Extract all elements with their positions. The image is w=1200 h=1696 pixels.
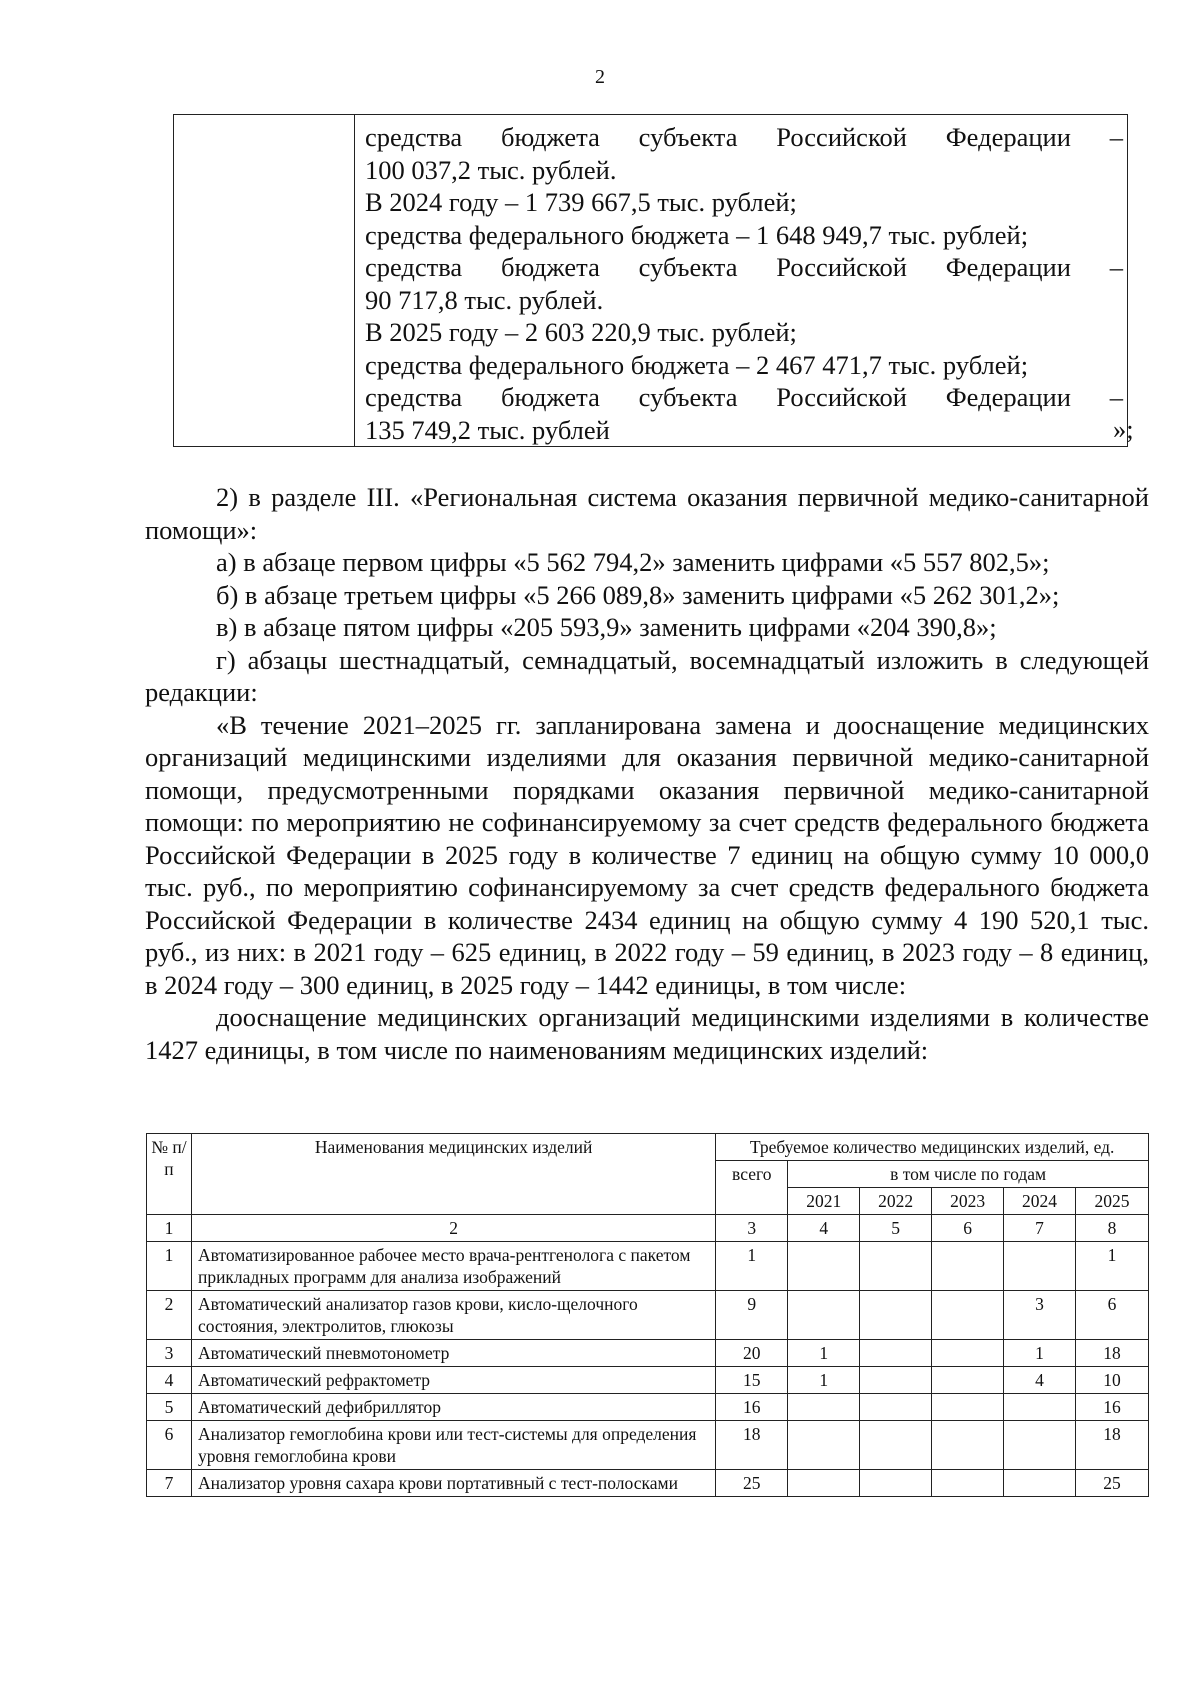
header-required: Требуемое количество медицинских изделий, ед. <box>716 1134 1149 1161</box>
year-2023-cell <box>932 1340 1004 1367</box>
year-2021-cell: 1 <box>788 1340 860 1367</box>
paragraph: «В течение 2021–2025 гг. запланирована замена и дооснащение медицинских организаций медицинскими изделиями для оказания первичной медико-санитарной помощи, предусмотренными порядками оказания первичной медико-санитарной помощи: по мероприятию не софинансируемому за счет средств федерального бюджета Российской Федерации в 2025 году в количестве 7 единиц на общую сумму 10 000,0 тыс. руб., по мероприятию софинансируемому за счет средств федерального бюджета Российской Федерации в количестве 2434 единиц на общую сумму 4 190 520,1 тыс. руб., из них: в 2021 году – 625 единиц, в 2022 году – 59 единиц, в 2023 году – 8 единиц, в 2024 году – 300 единиц, в 2025 году – 1442 единицы, в том числе: <box>145 709 1149 1000</box>
year-2022-cell <box>860 1291 932 1340</box>
total-cell: 9 <box>716 1291 788 1340</box>
header-year: 2024 <box>1004 1188 1076 1215</box>
header-name: Наименования медицинских изделий <box>191 1134 715 1215</box>
budget-line: В 2025 году – 2 603 220,9 тыс. рублей; <box>365 317 797 347</box>
year-2022-cell <box>860 1421 932 1470</box>
budget-table-empty-cell <box>174 115 355 447</box>
closing-quote: »; <box>1113 414 1134 444</box>
year-2023-cell <box>932 1394 1004 1421</box>
paragraph: в) в абзаце пятом цифры «205 593,9» заменить цифрами «204 390,8»; <box>216 612 997 642</box>
year-2024-cell: 3 <box>1004 1291 1076 1340</box>
budget-line: средства бюджета субъекта Российской Федерации – <box>365 122 1123 152</box>
row-number: 4 <box>147 1367 192 1394</box>
table-row <box>147 1421 1149 1470</box>
year-2023-cell <box>932 1242 1004 1291</box>
year-2024-cell <box>1004 1421 1076 1470</box>
device-name: Анализатор уровня сахара крови портативный с тест-полосками <box>191 1470 715 1497</box>
column-number: 8 <box>1075 1215 1148 1242</box>
year-2021-cell <box>788 1291 860 1340</box>
row-number: 5 <box>147 1394 192 1421</box>
header-by-years: в том числе по годам <box>788 1161 1149 1188</box>
total-cell: 16 <box>716 1394 788 1421</box>
year-2024-cell <box>1004 1394 1076 1421</box>
header-year: 2023 <box>932 1188 1004 1215</box>
column-numbers-row <box>147 1215 1149 1242</box>
device-name: Автоматический пневмотонометр <box>191 1340 715 1367</box>
year-2025-cell: 16 <box>1075 1394 1148 1421</box>
header-total: всего <box>716 1161 788 1215</box>
year-2024-cell <box>1004 1470 1076 1497</box>
header-year: 2022 <box>860 1188 932 1215</box>
column-number: 6 <box>932 1215 1004 1242</box>
body-text <box>145 481 1149 1066</box>
year-2023-cell <box>932 1291 1004 1340</box>
column-number: 1 <box>147 1215 192 1242</box>
year-2025-cell: 18 <box>1075 1340 1148 1367</box>
paragraph: дооснащение медицинских организаций медицинскими изделиями в количестве 1427 единицы, в том числе по наименованиям медицинских изделий: <box>145 1002 1149 1065</box>
budget-line: 135 749,2 тыс. рублей <box>365 414 610 445</box>
year-2021-cell <box>788 1242 860 1291</box>
page-number: 2 <box>595 66 605 88</box>
total-cell: 15 <box>716 1367 788 1394</box>
year-2025-cell: 18 <box>1075 1421 1148 1470</box>
year-2025-cell: 25 <box>1075 1470 1148 1497</box>
table-row <box>147 1242 1149 1291</box>
year-2023-cell <box>932 1421 1004 1470</box>
paragraph: 2) в разделе III. «Региональная система оказания первичной медико-санитарной помощи»: <box>145 482 1149 545</box>
row-number: 2 <box>147 1291 192 1340</box>
total-cell: 25 <box>716 1470 788 1497</box>
year-2021-cell <box>788 1470 860 1497</box>
header-year: 2021 <box>788 1188 860 1215</box>
year-2022-cell <box>860 1242 932 1291</box>
budget-line: средства федерального бюджета – 1 648 949,7 тыс. рублей; <box>365 219 1029 250</box>
column-number: 2 <box>191 1215 715 1242</box>
header-year: 2025 <box>1075 1188 1148 1215</box>
year-2024-cell: 1 <box>1004 1340 1076 1367</box>
column-number: 4 <box>788 1215 860 1242</box>
year-2023-cell <box>932 1470 1004 1497</box>
device-name: Анализатор гемоглобина крови или тест-системы для определения уровня гемоглобина крови <box>191 1421 715 1470</box>
device-name: Автоматизированное рабочее место врача-рентгенолога с пакетом прикладных программ для анализа изображений <box>191 1242 715 1291</box>
table-row <box>147 1470 1149 1497</box>
device-name: Автоматический анализатор газов крови, кисло-щелочного состояния, электролитов, глюкозы <box>191 1291 715 1340</box>
year-2023-cell <box>932 1367 1004 1394</box>
paragraph: г) абзацы шестнадцатый, семнадцатый, восемнадцатый изложить в следующей редакции: <box>145 644 1149 707</box>
medical-devices-table <box>146 1133 1149 1497</box>
budget-line: 100 037,2 тыс. рублей. <box>365 154 617 185</box>
budget-line: В 2024 году – 1 739 667,5 тыс. рублей; <box>365 187 797 217</box>
year-2022-cell <box>860 1367 932 1394</box>
year-2025-cell: 1 <box>1075 1242 1148 1291</box>
row-number: 1 <box>147 1242 192 1291</box>
total-cell: 18 <box>716 1421 788 1470</box>
budget-table-text-cell <box>355 115 1128 447</box>
year-2022-cell <box>860 1394 932 1421</box>
table-row <box>147 1367 1149 1394</box>
column-number: 7 <box>1004 1215 1076 1242</box>
row-number: 3 <box>147 1340 192 1367</box>
year-2024-cell <box>1004 1242 1076 1291</box>
year-2021-cell <box>788 1421 860 1470</box>
year-2021-cell <box>788 1394 860 1421</box>
total-cell: 20 <box>716 1340 788 1367</box>
row-number: 6 <box>147 1421 192 1470</box>
table-row <box>147 1291 1149 1340</box>
year-2025-cell: 6 <box>1075 1291 1148 1340</box>
year-2021-cell: 1 <box>788 1367 860 1394</box>
budget-line: средства бюджета субъекта Российской Федерации – <box>365 252 1123 282</box>
device-name: Автоматический рефрактометр <box>191 1367 715 1394</box>
device-name: Автоматический дефибриллятор <box>191 1394 715 1421</box>
budget-line: средства федерального бюджета – 2 467 471,7 тыс. рублей; <box>365 349 1029 380</box>
column-number: 3 <box>716 1215 788 1242</box>
table-row <box>147 1394 1149 1421</box>
year-2024-cell: 4 <box>1004 1367 1076 1394</box>
year-2022-cell <box>860 1340 932 1367</box>
year-2025-cell: 10 <box>1075 1367 1148 1394</box>
year-2022-cell <box>860 1470 932 1497</box>
total-cell: 1 <box>716 1242 788 1291</box>
table-row <box>147 1340 1149 1367</box>
budget-line: 90 717,8 тыс. рублей. <box>365 284 604 315</box>
paragraph: б) в абзаце третьем цифры «5 266 089,8» заменить цифрами «5 262 301,2»; <box>216 579 1060 610</box>
budget-line: средства бюджета субъекта Российской Федерации – <box>365 382 1123 412</box>
row-number: 7 <box>147 1470 192 1497</box>
header-num: № п/п <box>147 1134 192 1215</box>
budget-table <box>173 114 1128 447</box>
column-number: 5 <box>860 1215 932 1242</box>
paragraph: а) в абзаце первом цифры «5 562 794,2» заменить цифрами «5 557 802,5»; <box>216 547 1050 577</box>
